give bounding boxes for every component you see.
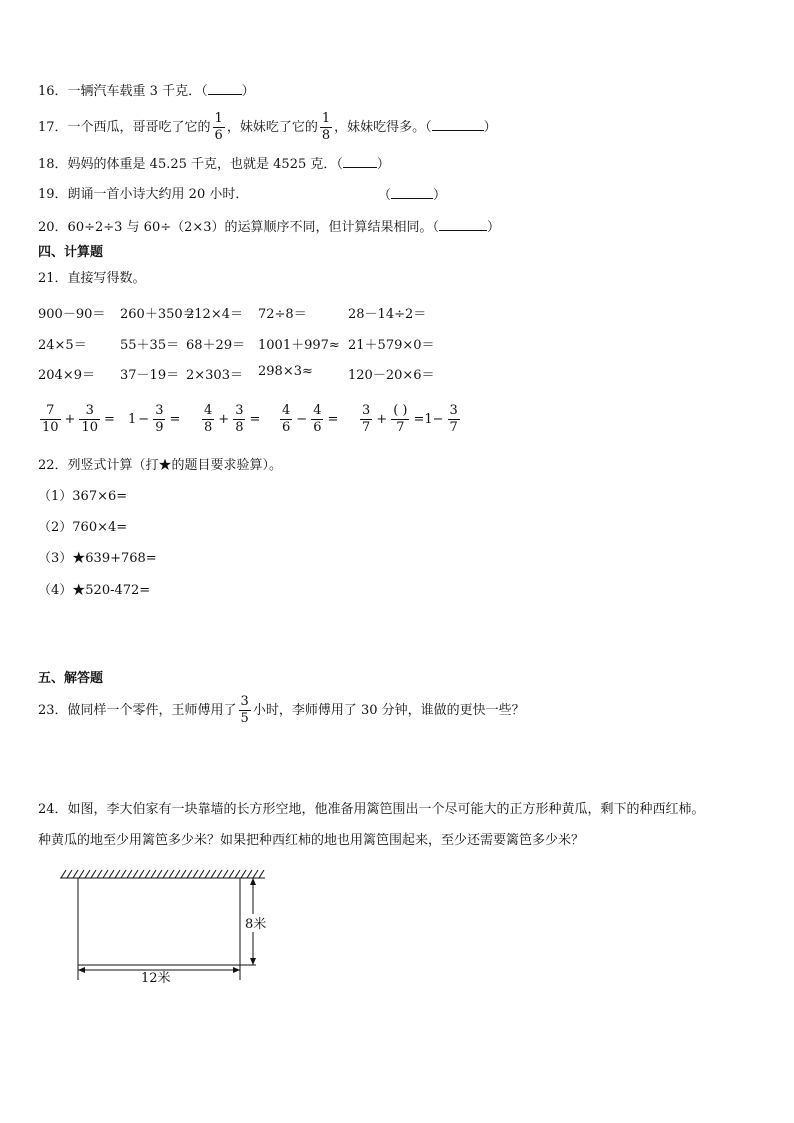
section-heading: 五、解答题: [38, 671, 104, 686]
denominator: 8: [204, 419, 213, 435]
whole-number: 1: [128, 411, 137, 427]
denominator: 6: [313, 419, 322, 435]
equals: =: [169, 411, 181, 427]
numerator: 1: [321, 111, 331, 126]
hatch-mark: [73, 870, 78, 878]
hatch-mark: [241, 870, 246, 878]
calc-item: 68＋29＝: [186, 338, 246, 353]
question-19: [38, 186, 248, 204]
fraction: [360, 403, 372, 436]
hatch-mark: [199, 870, 204, 878]
hatch-mark: [211, 870, 216, 878]
fraction: [311, 403, 323, 436]
question-21: 21．直接写得数。: [38, 271, 146, 286]
hatch-mark: [187, 870, 192, 878]
hatch-mark: [109, 870, 114, 878]
hatch-mark: [127, 870, 132, 878]
fraction-item: [38, 398, 117, 440]
operator: +: [64, 411, 76, 427]
denominator: 5: [240, 711, 249, 726]
numerator: 1: [214, 111, 223, 126]
q22-item: （1）367×6=: [38, 489, 128, 504]
hatch-mark: [97, 870, 102, 878]
hatch-mark: [151, 870, 156, 878]
hatch-mark: [175, 870, 180, 878]
calc-item: 55＋35＝: [120, 338, 180, 353]
hatch-mark: [61, 870, 66, 878]
denominator: 6: [214, 128, 223, 143]
hatch-mark: [67, 870, 72, 878]
answer-blank[interactable]: [439, 218, 487, 231]
paren-close: ）: [241, 84, 255, 99]
calc-item: 72÷8＝: [258, 307, 307, 322]
fraction: [153, 403, 165, 436]
hatch-mark: [169, 870, 174, 878]
numerator-blank[interactable]: ( ): [393, 402, 408, 418]
fraction: [233, 403, 245, 436]
denominator: 10: [81, 419, 98, 435]
equals: =: [249, 411, 261, 427]
fraction: [213, 111, 225, 144]
hatch-mark: [103, 870, 108, 878]
question-19-answer: [378, 186, 446, 205]
paren-close: ）: [483, 120, 497, 135]
answer-blank[interactable]: [432, 118, 484, 131]
fraction-item: [358, 398, 462, 440]
q22-item: （3）★639+768=: [38, 551, 157, 566]
numerator: 3: [155, 402, 164, 418]
calc-item: 21＋579×0＝: [348, 338, 435, 353]
numerator: 3: [240, 694, 249, 709]
calc-item: 900－90＝: [38, 307, 106, 322]
calc-item: 212×4＝: [186, 307, 243, 322]
hatch-mark: [229, 870, 234, 878]
fraction: [239, 694, 251, 727]
hatch-mark: [91, 870, 96, 878]
paren-open: （: [378, 188, 392, 203]
question-18: [38, 155, 390, 174]
paren-close: ）: [487, 220, 501, 235]
answer-blank[interactable]: [391, 186, 433, 199]
q22-item: （2）760×4=: [38, 520, 128, 535]
operator: −: [138, 411, 150, 427]
numerator: 3: [235, 402, 244, 418]
numerator: 7: [40, 403, 61, 420]
question-16: [38, 82, 255, 101]
q17-text-1: 17．一个西瓜，哥哥吃了它的: [38, 120, 211, 135]
equals: =1−: [413, 411, 444, 427]
answer-blank[interactable]: [343, 155, 377, 168]
question-17: [38, 110, 497, 146]
wall-hatching: [60, 870, 265, 878]
hatch-mark: [163, 870, 168, 878]
hatch-mark: [259, 870, 264, 878]
fraction-item: [128, 398, 182, 440]
fraction: [448, 403, 460, 436]
calc-item: 260＋350＝: [120, 307, 196, 322]
q18-text: 18．妈妈的体重是 45.25 千克，也就是 4525 克．（: [38, 157, 343, 172]
question-20: [38, 218, 500, 237]
width-label: 12米: [141, 971, 171, 986]
hatch-mark: [217, 870, 222, 878]
paren-close: ）: [433, 188, 447, 203]
question-24-line-1: 24．如图，李大伯家有一块靠墙的长方形空地，他准备用篱笆围出一个尽可能大的正方形种黄瓜，剩下的种西红柿。: [38, 802, 705, 817]
denominator: 8: [321, 128, 331, 143]
q19-text: 19．朗诵一首小诗大约用 20 小时．: [38, 187, 249, 202]
q23-text-2: 小时，李师傅用了 30 分钟，谁做的更快一些？: [252, 703, 525, 718]
denominator: 7: [396, 419, 405, 435]
denominator: 7: [449, 419, 458, 435]
q17-text-3: ，妹妹吃得多。（: [334, 120, 432, 135]
hatch-mark: [193, 870, 198, 878]
fraction-item: [278, 398, 340, 440]
fraction: [320, 111, 332, 144]
fraction: [202, 403, 214, 436]
hatch-mark: [223, 870, 228, 878]
calc-item: 120－20×6＝: [348, 368, 435, 383]
calc-item: 28－14÷2＝: [348, 307, 427, 322]
fraction: [280, 403, 292, 436]
calc-item: 298×3≈: [258, 364, 313, 379]
hatch-mark: [85, 870, 90, 878]
operator: +: [376, 411, 388, 427]
numerator: 4: [204, 402, 213, 418]
calc-item: 24×5＝: [38, 338, 87, 353]
hatch-mark: [115, 870, 120, 878]
denominator: 9: [155, 419, 164, 435]
calc-item: 1001＋997≈: [258, 338, 340, 353]
equals: =: [327, 411, 339, 427]
numerator: 3: [362, 402, 371, 418]
question-23: [38, 693, 525, 729]
denominator: 8: [235, 419, 244, 435]
q17-text-2: ，妹妹吃了它的: [226, 120, 318, 135]
hatch-mark: [205, 870, 210, 878]
hatch-mark: [79, 870, 84, 878]
denominator: 7: [362, 419, 371, 435]
hatch-mark: [133, 870, 138, 878]
q20-text: 20．60÷2÷3 与 60÷（2×3）的运算顺序不同，但计算结果相同。（: [38, 220, 440, 235]
fraction-with-blank[interactable]: [391, 403, 409, 436]
operator: +: [218, 411, 230, 427]
operator: −: [296, 411, 308, 427]
hatch-mark: [247, 870, 252, 878]
question-22: 22．列竖式计算（打★的题目要求验算）。: [38, 458, 283, 473]
calc-item: 37－19＝: [120, 368, 180, 383]
fraction-item: [200, 398, 262, 440]
question-24-line-2: 种黄瓜的地至少用篱笆多少米？如果把种西红柿的地也用篱笆围起来，至少还需要篱笆多少米？: [38, 833, 585, 848]
q23-text-1: 23．做同样一个零件，王师傅用了: [38, 703, 237, 718]
denominator: 6: [282, 419, 291, 435]
hatch-mark: [235, 870, 240, 878]
numerator: 3: [449, 402, 458, 418]
hatch-mark: [139, 870, 144, 878]
field-rectangle: [78, 878, 240, 965]
calc-item: 204×9＝: [38, 368, 95, 383]
section-heading: 四、计算题: [38, 245, 104, 260]
q22-item: （4）★520-472=: [38, 583, 151, 598]
rectangle-figure: [55, 868, 295, 988]
numerator: 3: [79, 403, 100, 420]
numerator: 4: [313, 402, 322, 418]
denominator: 10: [42, 419, 59, 435]
answer-blank[interactable]: [208, 82, 242, 95]
hatch-mark: [145, 870, 150, 878]
hatch-mark: [181, 870, 186, 878]
fraction: [40, 403, 61, 436]
height-label: 8米: [245, 917, 267, 932]
hatch-mark: [121, 870, 126, 878]
equals: =: [104, 411, 115, 427]
hatch-mark: [253, 870, 258, 878]
calc-item: 2×303＝: [186, 368, 243, 383]
paren-close: ）: [376, 157, 390, 172]
fraction: [79, 403, 100, 436]
numerator: 4: [282, 402, 291, 418]
hatch-mark: [157, 870, 162, 878]
q16-text: 16．一辆汽车载重 3 千克．（: [38, 84, 208, 99]
